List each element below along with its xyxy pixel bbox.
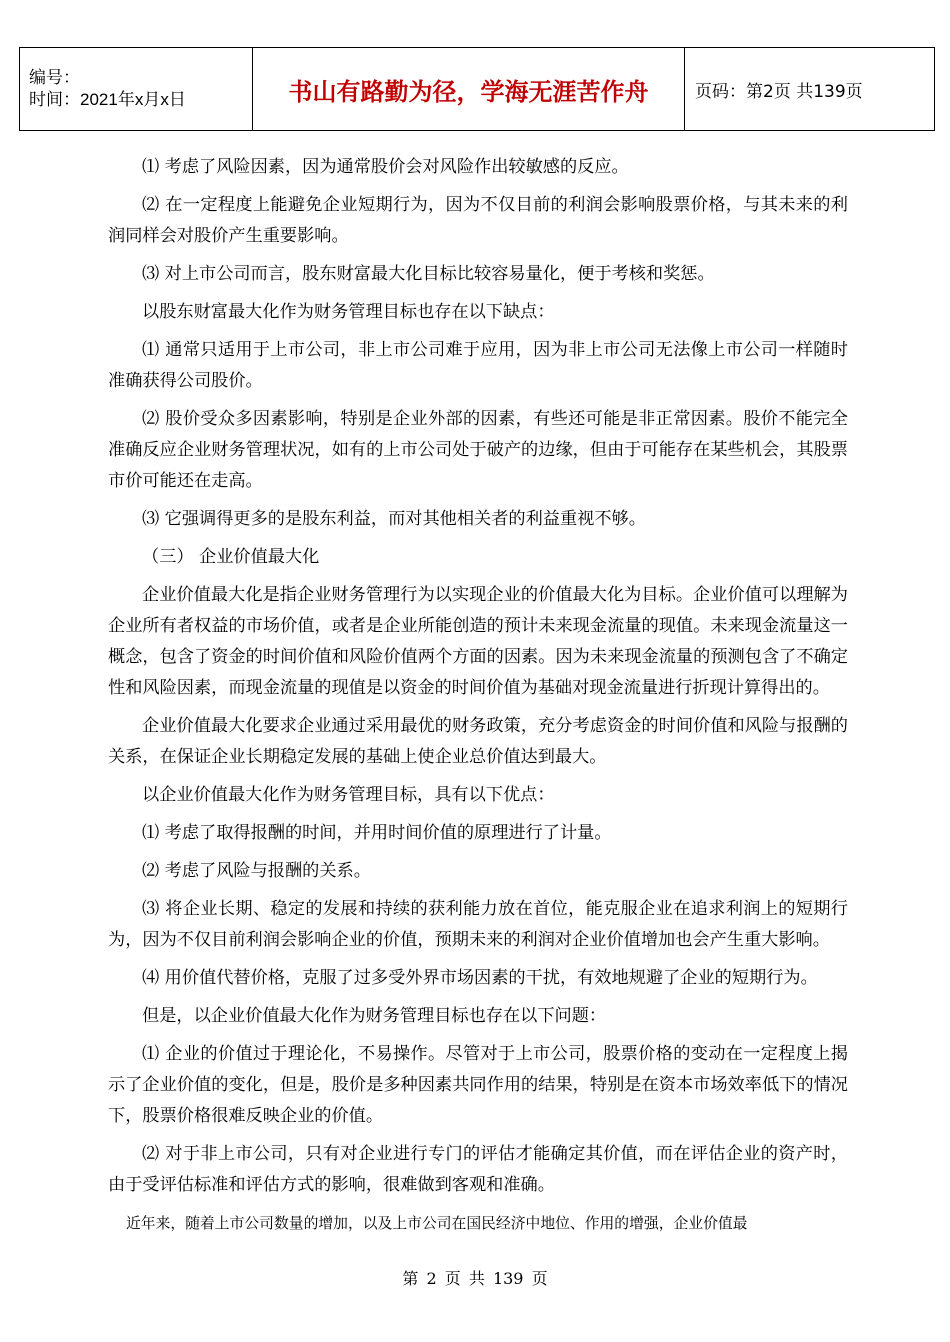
paragraph: 企业价值最大化要求企业通过采用最优的财务政策，充分考虑资金的时间价值和风险与报酬的关系，在保证企业长期稳定发展的基础上使企业总价值达到最大。 — [108, 716, 848, 767]
paragraph: ⑴ 通常只适用于上市公司，非上市公司难于应用，因为非上市公司无法像上市公司一样随时准确获得公司股价。 — [108, 340, 848, 391]
document-number-label: 编号： — [29, 68, 80, 87]
header-meta-cell — [20, 48, 253, 131]
paragraph: ⑵ 在一定程度上能避免企业短期行为，因为不仅目前的利润会影响股票价格，与其未来的利润同样会对股价产生重要影响。 — [108, 195, 848, 246]
paragraph: 近年来，随着上市公司数量的增加，以及上市公司在国民经济中地位、作用的增强，企业价值最 — [126, 1215, 748, 1232]
paragraph: ⑵ 考虑了风险与报酬的关系。 — [142, 861, 371, 881]
document-body — [108, 152, 848, 1246]
paragraph: 以企业价值最大化作为财务管理目标，具有以下优点： — [142, 785, 555, 805]
paragraph: ⑷ 用价值代替价格，克服了过多受外界市场因素的干扰，有效地规避了企业的短期行为。 — [142, 968, 818, 988]
header-motto: 书山有路勤为径，学海无涯苦作舟 — [288, 77, 649, 106]
paragraph: 企业价值最大化是指企业财务管理行为以实现企业的价值最大化为目标。企业价值可以理解为企业所有者权益的市场价值，或者是企业所能创造的预计未来现金流量的现值。未来现金流量这一概念，包含了资金的时间价值和风险价值两个方面的因素。因为未来现金流量的预测包含了不确定性和风险因素，而现金流量的现值是以资金的时间价值为基础对现金流量进行折现计算得出的。 — [108, 585, 848, 698]
page-footer: 第 2 页 共 139 页 — [402, 1269, 548, 1288]
document-date: 时间：2021年x月x日 — [29, 90, 186, 109]
paragraph: ⑵ 对于非上市公司，只有对企业进行专门的评估才能确定其价值，而在评估企业的资产时，由于受评估标准和评估方式的影响，很难做到客观和准确。 — [108, 1144, 848, 1195]
paragraph: ⑵ 股价受众多因素影响，特别是企业外部的因素，有些还可能是非正常因素。股价不能完全准确反应企业财务管理状况，如有的上市公司处于破产的边缘，但由于可能存在某些机会，其股票市价可能还在走高。 — [108, 409, 848, 491]
paragraph: 但是，以企业价值最大化作为财务管理目标也存在以下问题： — [142, 1006, 607, 1026]
document-header — [19, 47, 935, 131]
paragraph: ⑶ 将企业长期、稳定的发展和持续的获利能力放在首位，能克服企业在追求利润上的短期行为，因为不仅目前利润会影响企业的价值，预期未来的利润对企业价值增加也会产生重大影响。 — [108, 899, 848, 950]
header-page-code: 页码：第2页 共139页 — [695, 81, 863, 102]
header-motto-cell — [253, 48, 685, 131]
header-page-cell — [685, 48, 935, 131]
paragraph: ⑴ 企业的价值过于理论化，不易操作。尽管对于上市公司，股票价格的变动在一定程度上揭示了企业价值的变化，但是，股价是多种因素共同作用的结果，特别是在资本市场效率低下的情况下，股票价格很难反映企业的价值。 — [108, 1044, 848, 1126]
section-heading: （三） 企业价值最大化 — [142, 547, 320, 567]
paragraph: ⑶ 它强调得更多的是股东利益，而对其他相关者的利益重视不够。 — [142, 509, 646, 529]
paragraph: 以股东财富最大化作为财务管理目标也存在以下缺点： — [142, 302, 555, 322]
paragraph: ⑴ 考虑了风险因素，因为通常股价会对风险作出较敏感的反应。 — [142, 157, 629, 177]
paragraph: ⑶ 对上市公司而言，股东财富最大化目标比较容易量化，便于考核和奖惩。 — [142, 264, 715, 284]
paragraph: ⑴ 考虑了取得报酬的时间，并用时间价值的原理进行了计量。 — [142, 823, 612, 843]
